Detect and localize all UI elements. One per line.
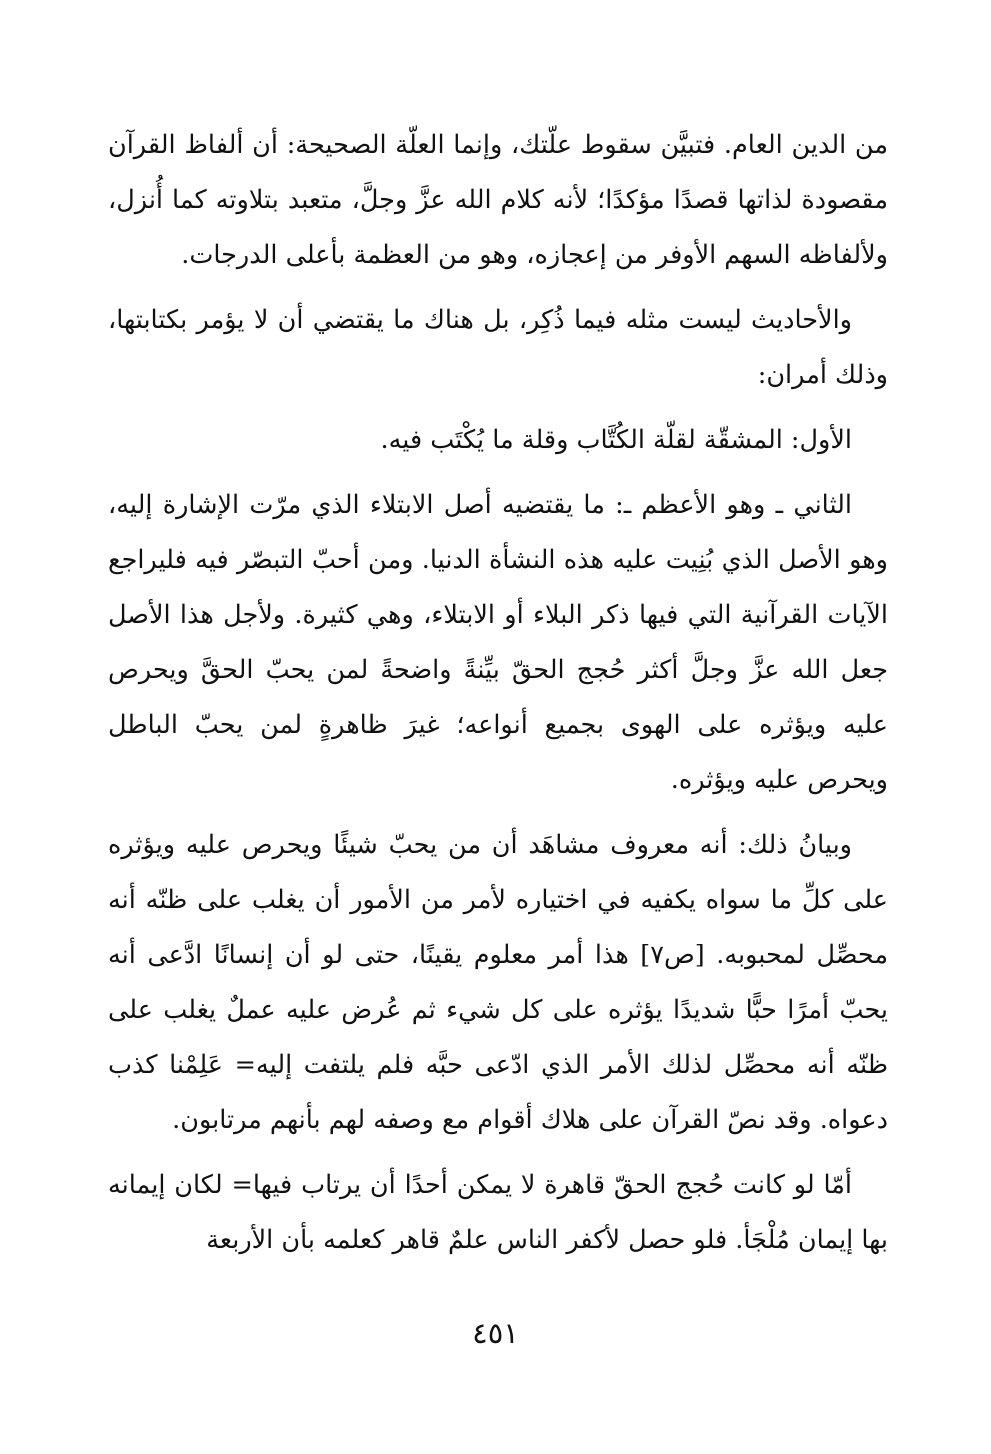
page-number: ٤٥١ — [472, 1316, 519, 1350]
paragraph-5: وبيانُ ذلك: أنه معروف مشاهَد أن من يحبّ شيئًا ويحرص عليه ويؤثره على كلِّ ما سواه يكفيه في اختياره لأمر من الأمور أن يغلب على ظنّه أنه محصِّل لمحبوبه. [ص٧] هذا أمر معلوم يقينًا، حتى لو أن إنسانًا ادَّعى أنه يحبّ أمرًا حبًّا شديدًا يؤثره على كل شيء ثم عُرض عليه عملٌ يغلب على ظنّه أنه محصِّل لذلك الأمر الذي ادّعى حبَّه فلم يلتفت إليه= عَلِمْنا كذب دعواه. وقد نصّ القرآن على هلاك أقوام مع وصفه لهم بأنهم مرتابون. — [108, 830, 889, 1135]
paragraph-6: أمّا لو كانت حُجج الحقّ قاهرة لا يمكن أحدًا أن يرتاب فيها= لكان إيمانه بها إيمان مُلْجَأ. فلو حصل لأكفر الناس علمٌ قاهر كعلمه بأن الأربعة — [108, 1170, 888, 1255]
body-text — [108, 118, 888, 1278]
paragraph-1: من الدين العام. فتبيَّن سقوط علّتك، وإنما العلّة الصحيحة: أن ألفاظ القرآن مقصودة لذاتها قصدًا مؤكدًا؛ لأنه كلام الله عزَّ وجلَّ، متعبد بتلاوته كما أُنزل، ولألفاظه السهم الأوفر من إعجازه، وهو من العظمة بأعلى الدرجات. — [108, 130, 888, 270]
paragraph-2: والأحاديث ليست مثله فيما ذُكِر، بل هناك ما يقتضي أن لا يؤمر بكتابتها، وذلك أمران: — [108, 305, 888, 390]
paragraph-3: الأول: المشقّة لقلّة الكُتَّاب وقلة ما يُكْتَب فيه. — [380, 425, 852, 455]
paragraph-4: الثاني ـ وهو الأعظم ـ: ما يقتضيه أصل الابتلاء الذي مرّت الإشارة إليه، وهو الأصل الذي بُنِيت عليه هذه النشأة الدنيا. ومن أحبّ التبصّر فيه فليراجع الآيات القرآنية التي فيها ذكر البلاء أو الابتلاء، وهي كثيرة. ولأجل هذا الأصل جعل الله عزَّ وجلَّ أكثر حُجج الحقّ بيِّنةً واضحةً لمن يحبّ الحقَّ ويحرص عليه ويؤثره على الهوى بجميع أنواعه؛ غيرَ ظاهرةٍ لمن يحبّ الباطل ويحرص عليه ويؤثره. — [108, 490, 888, 795]
